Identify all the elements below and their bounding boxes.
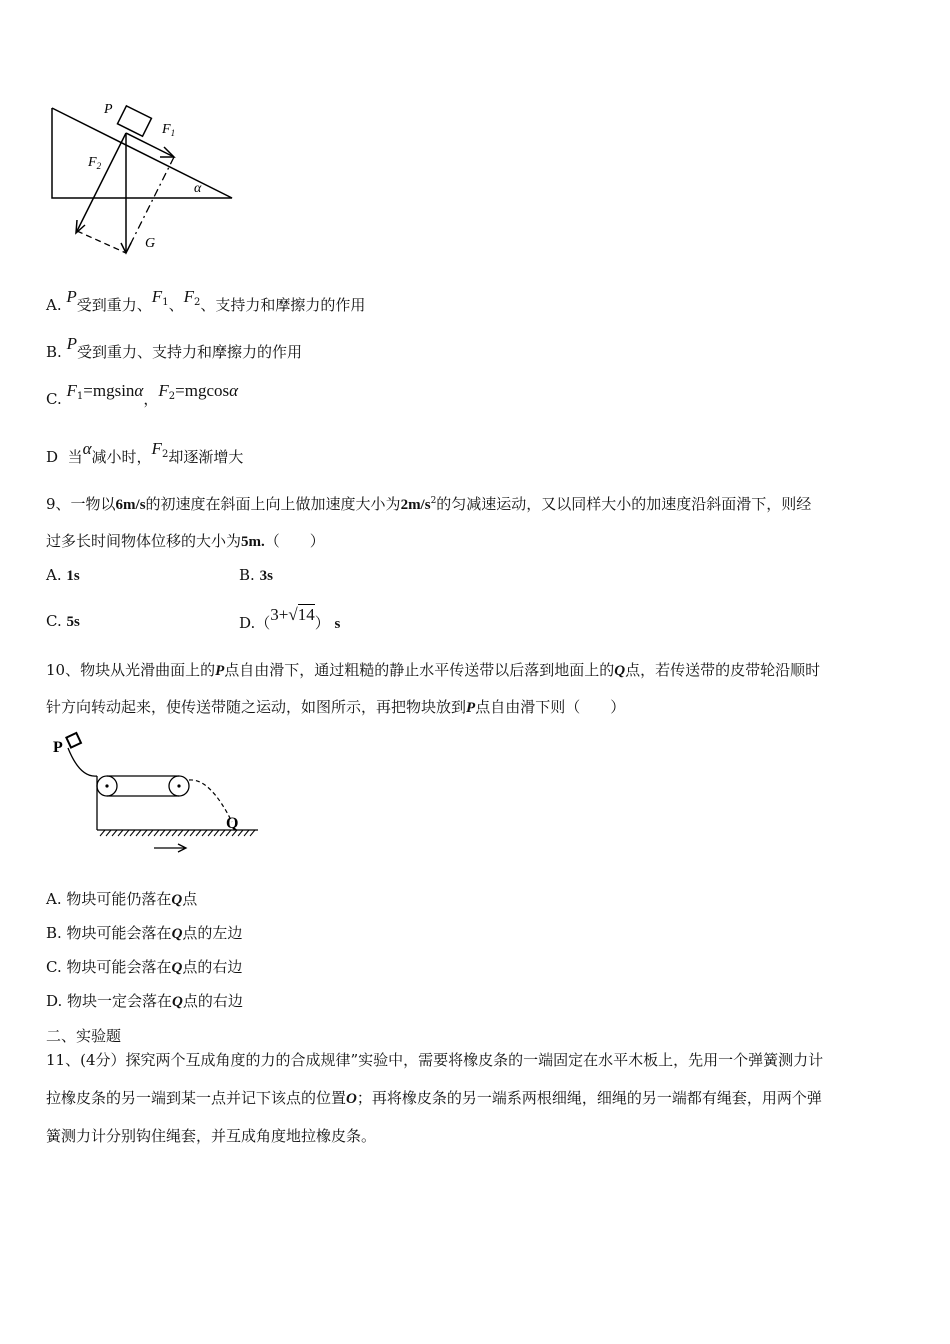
q10-line-2: 针方向转动起来，使传送带随之运动，如图所示，再把物块放到P点自由滑下则（ ）	[46, 698, 626, 716]
conveyor-belt-diagram	[50, 728, 265, 858]
q9-option-b: B. 3s	[239, 566, 273, 584]
q9-option-d: D.（3+√14） s	[239, 605, 341, 632]
q10-option-b: B. 物块可能会落在Q点的左边	[46, 924, 243, 942]
q10-option-c: C. 物块可能会落在Q点的右边	[46, 958, 243, 976]
label-g: G	[145, 236, 156, 251]
q8-option-a: A. P受到重力、$F^1$、$F^2$、支持力和摩擦力的作用	[46, 287, 366, 314]
label-f1: $F_1$	[162, 122, 176, 138]
q11-line-3: 簧测力计分别钩住绳套，并互成角度地拉橡皮条。	[46, 1127, 377, 1145]
q9-option-c: C. 5s	[46, 612, 80, 630]
label-p: P	[104, 102, 113, 117]
label-alpha: α	[194, 181, 202, 196]
q8-option-b: B. P受到重力、支持力和摩擦力的作用	[46, 334, 302, 361]
q10-option-d: D. 物块一定会落在Q点的右边	[46, 992, 243, 1010]
q10-option-a: A. 物块可能仍落在Q点	[46, 890, 198, 908]
fig2-label-p: P	[53, 739, 63, 756]
incline-force-diagram	[40, 95, 250, 265]
fig2-label-q: Q	[226, 815, 239, 832]
q9-option-a: A. 1s	[46, 566, 80, 584]
q8-option-d: D 当α减小时，$F_2$却逐渐增大	[46, 439, 244, 466]
q8-option-c: C. $F_1=mgsin\alpha$，$F_2=mgcos\alpha$	[46, 381, 239, 408]
q11-line-1: 11、(4分）探究两个互成角度的力的合成规律”实验中，需要将橡皮条的一端固定在水平木板上，先用一个弹簧测力计	[46, 1051, 824, 1069]
q9-line-1: 9、一物以6m/s的初速度在斜面上向上做加速度大小为$2m/s^2$的匀减速运动，又以同样大小的加速度沿斜面滑下，则经	[46, 495, 812, 513]
q10-line-1: 10、物块从光滑曲面上的P点自由滑下，通过粗糙的静止水平传送带以后落到地面上的Q点，若传送带的皮带轮沿顺时	[46, 661, 821, 679]
section-title: 二、实验题	[46, 1027, 122, 1045]
q11-line-2: 拉橡皮条的另一端到某一点并记下该点的位置O；再将橡皮条的另一端系两根细绳，细绳的另一端都有绳套，用两个弹	[46, 1089, 822, 1107]
q9-line-2: 过多长时间物体位移的大小为5m.（ ）	[46, 532, 325, 550]
label-f2: $F_2$	[88, 155, 102, 171]
